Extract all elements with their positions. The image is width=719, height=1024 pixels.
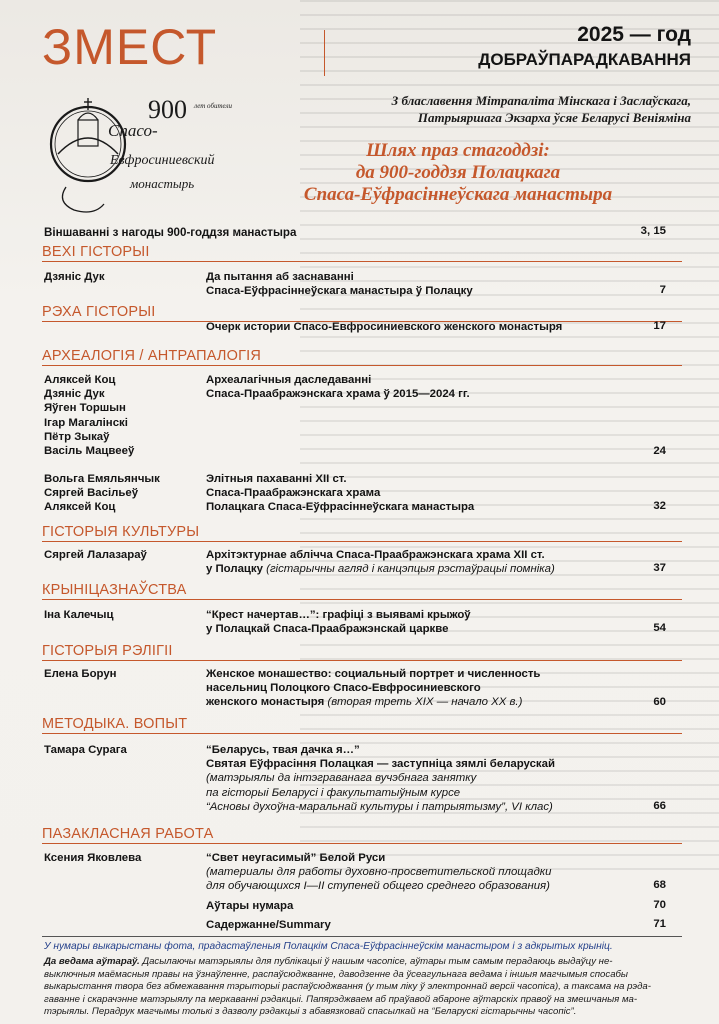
page-number: 24: [653, 445, 666, 457]
article-title-subtitle: (гістарычны агляд і канцэпцыя рэстаўрацыі помніка): [262, 563, 555, 576]
section-header-arkhealogiya: АРХЕАЛОГІЯ / АНТРАПАЛОГІЯ: [42, 348, 262, 364]
article-title-line: Да пытання аб заснаванні: [206, 271, 354, 283]
author-name: Тамара Сурага: [44, 744, 127, 756]
logo-name-line-1: Спасо-: [108, 121, 158, 140]
year-name: ДОБРАЎПАРАДКАВАННЯ: [478, 50, 691, 69]
author-name: Іна Калечыц: [44, 609, 114, 621]
author-list: [44, 472, 160, 515]
author-name: Дзяніс Дук: [44, 271, 105, 283]
section-header-metodyka: МЕТОДЫКА. ВОПЫТ: [42, 716, 188, 732]
article-title[interactable]: Садержанне/Summary: [206, 919, 331, 931]
author-name: Сяргей Лалазараў: [44, 549, 147, 561]
year-label: 2025 — год: [577, 23, 691, 46]
section-header-religii: ГІСТОРЫЯ РЭЛІГІІ: [42, 643, 173, 659]
article-title-line: Полацкага Спаса-Еўфрасіннеўскага манастыра: [206, 501, 475, 514]
motto-line-3: Спаса-Еўфрасіннеўскага манастыра: [303, 184, 613, 205]
anniversary-motto: [258, 140, 658, 206]
section-header-rekha: РЭХА ГІСТОРЫІ: [42, 304, 156, 320]
article-title[interactable]: [206, 270, 646, 298]
article-title-line: Элітныя пахаванні XII ст.: [206, 473, 347, 485]
article-title-line: Женское монашество: социальный портрет и численность: [206, 668, 541, 680]
article-title-line: “Беларусь, твая дачка я…”: [206, 744, 360, 756]
article-title[interactable]: [206, 608, 646, 636]
article-title[interactable]: [206, 851, 636, 894]
section-rule: [42, 733, 682, 734]
article-title-subtitle: для обучающихся I—II ступеней общего среднего образования): [206, 880, 550, 893]
author-name: Сяргей Васільеў: [44, 487, 139, 500]
toc-greeting-page: 3, 15: [640, 225, 666, 237]
article-title-line: Святая Еўфрасіння Полацкая — заступніца зямлі беларускай: [206, 758, 555, 771]
article-title-part: женского монастыря: [206, 696, 325, 709]
article-title-part: у Полацку: [206, 563, 263, 576]
article-title-line: Спаса-Еўфрасіннеўскага манастыра ў Полацку: [206, 285, 473, 298]
footer-divider: [42, 936, 682, 937]
article-title[interactable]: [206, 548, 666, 576]
author-name: Вольга Емяльянчык: [44, 473, 160, 485]
page-number: 66: [653, 800, 666, 812]
article-title-line: насельниц Полоцкого Спасо-Евфросиниевского: [206, 682, 481, 695]
article-title-line: “Свет неугасимый” Белой Руси: [206, 852, 386, 864]
page-number: 32: [653, 500, 666, 512]
author-name: Яўген Торшын: [44, 402, 126, 415]
article-title[interactable]: [206, 373, 646, 401]
article-title-line: [206, 562, 666, 576]
legal-line: гаванне і скарачэнне матэрыялу па меркаванні рэдакцыі. Папярэджваем аб праўавой абароне аўтарскіх правоў на змешчаныя ма-: [44, 993, 638, 1005]
article-title-line: [206, 695, 646, 709]
logo-name-line-3: монастырь: [130, 176, 195, 191]
article-title-subtitle: (вторая треть XIX — начало XX в.): [324, 696, 523, 709]
article-title-subtitle: “Асновы духоўна-маральнай культуры і патрыятызму”, VI клас): [206, 800, 553, 813]
toc-greeting-title[interactable]: Віншаванні з нагоды 900-годдзя манастыра: [44, 226, 297, 239]
page-number: 70: [653, 899, 666, 911]
author-name: Дзяніс Дук: [44, 388, 105, 401]
article-title-line: Спаса-Праабражэнскага храма: [206, 487, 381, 500]
author-list: [44, 373, 134, 458]
article-title-line: Спаса-Праабражэнскага храма ў 2015—2024 гг.: [206, 388, 470, 401]
author-name: Ігар Магалінскі: [44, 416, 128, 429]
page-number: 17: [653, 320, 666, 332]
article-title[interactable]: [206, 472, 646, 515]
author-name: Васіль Мацвееў: [44, 445, 135, 458]
motto-line-1: Шлях праз стагоддзі:: [366, 140, 550, 161]
legal-line: тэрыялы. Перадрук магчымы толькі з дазволу рэдакцыі з абавязковай спасылкай на “Беларускі гістарычны часопіс”.: [44, 1006, 577, 1017]
legal-notice: [44, 956, 684, 1019]
article-title-line: “Крест начертав…”: графіці з выявамі крыжоў: [206, 609, 471, 621]
article-title-line: у Полацкай Спаса-Праабражэнскай царкве: [206, 623, 449, 636]
article-title-subtitle: (материалы для работы духовно-просветительской площадки: [206, 866, 552, 879]
section-header-vekhi: ВЕХІ ГІСТОРЫІ: [42, 244, 150, 260]
page-number: 54: [653, 622, 666, 634]
author-name: Аляксей Коц: [44, 374, 116, 386]
article-title-subtitle: (матэрыялы да інтэграванага вучэбнага занятку: [206, 772, 477, 785]
legal-line: выкарыстання твора без абмежавання тэрыторыі распаўсюджвання (у тым ліку ў электроннай версіі часопіса), а таксама на рэда-: [44, 981, 651, 992]
article-title[interactable]: [206, 743, 646, 814]
article-title-subtitle: па гісторыі Беларусі і факультатыўным курсе: [206, 786, 461, 799]
page-number: 7: [659, 284, 666, 296]
page-number: 60: [653, 696, 666, 708]
logo-anniversary: 900: [148, 95, 187, 124]
section-rule: [42, 599, 682, 600]
logo-name-line-2: Евфросиниевский: [110, 153, 215, 168]
page-number: 37: [653, 562, 666, 574]
blessing-line-2: Патрыяршага Экзарха ўсяе Беларусі Веніяміна: [417, 110, 691, 125]
section-rule: [42, 843, 682, 844]
author-name: Пётр Зыкаў: [44, 430, 110, 443]
photo-note: У нумары выкарыстаны фота, прадастаўленыя Полацкім Спаса-Еўфрасіннеўскім манастыром і з адкрытых крыніц.: [44, 941, 613, 952]
author-name: Аляксей Коц: [44, 501, 116, 514]
section-rule: [42, 261, 682, 262]
article-title-line: Археалагічныя даследаванні: [206, 374, 372, 386]
motto-line-2: да 900-годдзя Полацкага: [355, 162, 561, 183]
page-title: ЗМЕСТ: [42, 19, 218, 75]
legal-heading: Да ведама аўтараў.: [44, 956, 140, 967]
section-rule: [42, 541, 682, 542]
page-number: 68: [653, 879, 666, 891]
author-name: Ксения Яковлева: [44, 852, 142, 864]
title-divider: [324, 30, 325, 76]
section-header-krynitsaznaustva: КРЫНІЦАЗНАЎСТВА: [42, 582, 187, 598]
monastery-logo: [44, 92, 249, 217]
monastery-emblem-icon: [44, 92, 249, 217]
article-title[interactable]: [206, 667, 646, 710]
logo-anniversary-sub: лет обители: [194, 102, 233, 110]
legal-line: [44, 956, 684, 969]
article-title[interactable]: Аўтары нумара: [206, 900, 294, 912]
section-header-pazaklasnaya: ПАЗАКЛАСНАЯ РАБОТА: [42, 826, 214, 842]
article-title-line: Архітэктурнае аблічча Спаса-Праабражэнскага храма XII ст.: [206, 549, 545, 561]
article-title[interactable]: Очерк истории Спасо-Евфросиниевского женского монастыря: [206, 321, 563, 333]
blessing-text: [291, 92, 691, 126]
blessing-line-1: З блаславення Мітрапаліта Мінскага і Заслаўскага,: [391, 93, 691, 108]
page-number: 71: [653, 918, 666, 930]
section-rule: [42, 365, 682, 366]
legal-text: Дасылаючы матэрыялы для публікацыі ў нашым часопісе, аўтары тым самым перадаюць выдаўцу не-: [139, 956, 613, 967]
section-header-kultura: ГІСТОРЫЯ КУЛЬТУРЫ: [42, 524, 200, 540]
section-rule: [42, 660, 682, 661]
author-name: Елена Борун: [44, 668, 117, 680]
legal-line: выключныя маёмасныя правы на ўзнаўленне, распаўсюджванне, даводзенне да ўсеагульнага ведама і іншыя магчымыя спосабы: [44, 968, 628, 980]
